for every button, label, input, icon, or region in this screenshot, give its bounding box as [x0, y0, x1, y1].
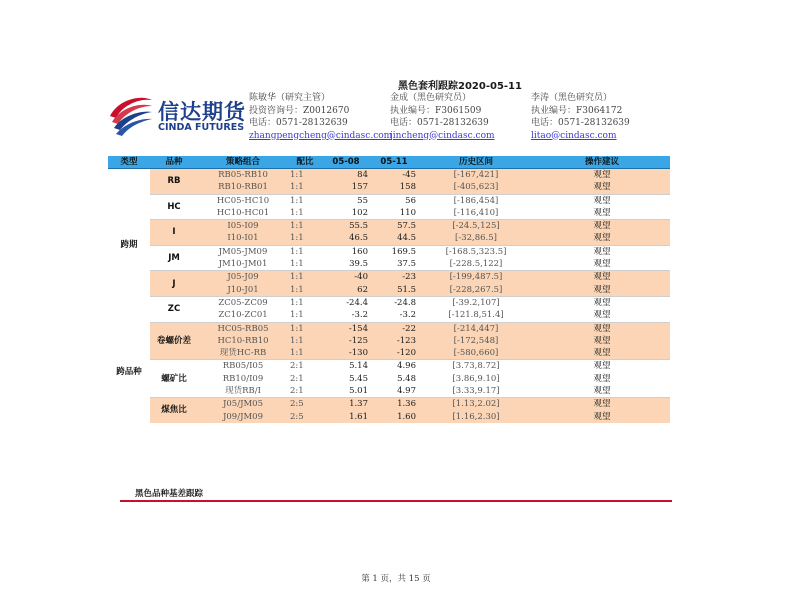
- value-0511-cell: -23: [370, 271, 418, 284]
- advice-cell: 观望: [534, 398, 670, 411]
- history-range-cell: [1.13,2.02]: [418, 398, 534, 411]
- table-body: [108, 169, 670, 423]
- strategy-cell: RB10-RB01: [198, 181, 288, 194]
- value-0508-cell: 102: [351, 207, 368, 218]
- table-row: [108, 398, 670, 411]
- advice-cell: 观望: [534, 296, 670, 309]
- value-0508-cell: 84: [322, 169, 370, 182]
- value-0511-cell: 5.48: [397, 373, 416, 384]
- strategy-cell: I10-I01: [198, 232, 288, 245]
- history-range-cell: [-172,548]: [418, 335, 534, 347]
- ratio-cell: 1:1: [288, 296, 322, 309]
- type-cell: 跨品种: [116, 367, 142, 378]
- history-range-cell: [-580,660]: [418, 347, 534, 360]
- strategy-cell: JM10-JM01: [218, 259, 268, 270]
- value-0508-cell: -154: [322, 322, 370, 335]
- page-footer: 第 1 页，共 15 页: [361, 574, 431, 584]
- analyst-license: 投资咨询号：Z0012670: [249, 105, 350, 116]
- analyst-name: 金成（黑色研究员）: [390, 93, 472, 103]
- value-0511-cell: -123: [370, 335, 418, 347]
- value-0511-cell: -45: [370, 169, 418, 182]
- logo-chinese-text: 信达期货: [158, 100, 246, 124]
- variety-cell: J: [150, 271, 198, 297]
- ratio-cell: 1:1: [288, 347, 322, 360]
- table-row: [108, 245, 670, 258]
- value-0508-cell: 5.14: [322, 360, 370, 373]
- variety-cell: 煤焦比: [150, 398, 198, 423]
- variety-cell: HC: [150, 194, 198, 220]
- advice-cell: 观望: [534, 181, 670, 194]
- table-row: [108, 220, 670, 233]
- value-0508-cell: -125: [322, 335, 370, 347]
- table-row: [108, 296, 670, 309]
- header-variety: 品种: [150, 156, 198, 169]
- advice-cell: 观望: [593, 386, 611, 397]
- logo-english-text: CINDA FUTURES: [158, 122, 245, 133]
- history-range-cell: [-32,86.5]: [418, 232, 534, 245]
- value-0511-cell: 1.36: [370, 398, 418, 411]
- value-0511-cell: 169.5: [370, 245, 418, 258]
- advice-cell: 观望: [534, 271, 670, 284]
- variety-cell: I: [150, 220, 198, 246]
- strategy-cell: JM05-JM09: [198, 245, 288, 258]
- value-0511-cell: 110: [399, 207, 416, 218]
- analyst-phone: 电话：0571-28132639: [390, 118, 489, 128]
- ratio-cell: 1:1: [288, 335, 322, 347]
- analyst-1: [249, 92, 392, 142]
- history-range-cell: [3.86,9.10]: [452, 373, 500, 384]
- strategy-cell: RB05/I05: [198, 360, 288, 373]
- value-0508-cell: 55: [322, 194, 370, 207]
- value-0511-cell: -120: [370, 347, 418, 360]
- header-strategy: 策略组合: [198, 156, 288, 169]
- section-label: 黑色品种基差跟踪: [135, 489, 204, 499]
- ratio-cell: 1:1: [288, 232, 322, 245]
- value-0508-cell: 55.5: [322, 220, 370, 233]
- history-range-cell: [-168.5,323.5]: [418, 245, 534, 258]
- variety-cell: JM: [150, 245, 198, 271]
- history-range-cell: [-405,623]: [418, 181, 534, 194]
- history-range-cell: [-39.2,107]: [418, 296, 534, 309]
- analyst-license: 执业编号：F3061509: [390, 105, 482, 116]
- table-row: [108, 360, 670, 373]
- analyst-license: 执业编号：F3064172: [531, 105, 623, 116]
- history-range-cell: [-116,410]: [453, 207, 499, 218]
- section-divider: [120, 500, 672, 502]
- variety-cell: 卷螺价差: [150, 322, 198, 360]
- ratio-cell: 1:1: [290, 207, 304, 218]
- advice-cell: 观望: [534, 245, 670, 258]
- history-range-cell: [-121.8,51.4]: [448, 310, 504, 321]
- page-title: 黑色套利跟踪2020-05-11: [398, 81, 522, 92]
- history-range-cell: [-199,487.5]: [418, 271, 534, 284]
- strategy-cell: RB05-RB10: [198, 169, 288, 182]
- value-0511-cell: 56: [370, 194, 418, 207]
- advice-cell: 观望: [534, 347, 670, 360]
- strategy-cell: 现货RB/I: [225, 386, 261, 397]
- ratio-cell: 1:1: [288, 181, 322, 194]
- table-header-row: [108, 156, 670, 169]
- value-0511-cell: -3.2: [399, 310, 416, 321]
- value-0511-cell: 1.60: [370, 411, 418, 423]
- advice-cell: 观望: [534, 232, 670, 245]
- history-range-cell: [3.73,8.72]: [418, 360, 534, 373]
- history-range-cell: [3.33,9.17]: [452, 386, 500, 397]
- advice-cell: 观望: [593, 259, 611, 270]
- analyst-phone: 电话：0571-28132639: [531, 118, 630, 128]
- strategy-cell: ZC05-ZC09: [198, 296, 288, 309]
- strategy-cell: J09/JM09: [198, 411, 288, 423]
- value-0508-cell: 5.01: [349, 386, 368, 397]
- header-date-0511: 05-11: [370, 156, 418, 169]
- strategy-cell: HC05-RB05: [198, 322, 288, 335]
- header-date-0508: 05-08: [322, 156, 370, 169]
- value-0508-cell: -3.2: [351, 310, 368, 321]
- strategy-cell: I05-I09: [198, 220, 288, 233]
- advice-cell: 观望: [534, 322, 670, 335]
- value-0511-cell: 44.5: [370, 232, 418, 245]
- ratio-cell: 1:1: [288, 220, 322, 233]
- analyst-phone: 电话：0571-28132639: [249, 118, 348, 128]
- type-cell: 跨期: [120, 240, 138, 251]
- strategy-cell: J05/JM05: [198, 398, 288, 411]
- value-0511-cell: 158: [370, 181, 418, 194]
- ratio-cell: 1:1: [290, 310, 304, 321]
- history-range-cell: [-214,447]: [418, 322, 534, 335]
- history-range-cell: [-24.5,125]: [418, 220, 534, 233]
- strategy-cell: ZC10-ZC01: [218, 310, 268, 321]
- cinda-swoosh-icon: [108, 92, 154, 138]
- arbitrage-table: [108, 156, 670, 423]
- variety-cell: 螺矿比: [150, 360, 198, 398]
- cinda-logo: [108, 92, 246, 138]
- header-ratio: 配比: [288, 156, 322, 169]
- header-history-range: 历史区间: [418, 156, 534, 169]
- value-0511-cell: -22: [370, 322, 418, 335]
- strategy-cell: 现货HC-RB: [198, 347, 288, 360]
- analyst-3: [531, 92, 630, 142]
- table-row: [108, 322, 670, 335]
- advice-cell: 观望: [593, 310, 611, 321]
- ratio-cell: 1:1: [288, 271, 322, 284]
- analyst-email-link[interactable]: zhangpengcheng@cindasc.com: [249, 130, 393, 141]
- value-0511-cell: 4.96: [370, 360, 418, 373]
- value-0511-cell: 4.97: [397, 386, 416, 397]
- strategy-cell: J10-J01: [198, 284, 288, 297]
- history-range-cell: [-167,421]: [418, 169, 534, 182]
- variety-cell: ZC: [150, 296, 198, 322]
- ratio-cell: 1:1: [288, 194, 322, 207]
- ratio-cell: 1:1: [288, 169, 322, 182]
- value-0508-cell: 160: [322, 245, 370, 258]
- history-range-cell: [1.16,2.30]: [418, 411, 534, 423]
- history-range-cell: [-228,267.5]: [418, 284, 534, 297]
- header-advice: 操作建议: [534, 156, 670, 169]
- advice-cell: 观望: [534, 335, 670, 347]
- value-0511-cell: 57.5: [370, 220, 418, 233]
- analyst-2: [390, 92, 495, 142]
- history-range-cell: [-228.5,122]: [449, 259, 503, 270]
- analyst-email-link[interactable]: litao@cindasc.com: [531, 130, 617, 141]
- strategy-cell: HC05-HC10: [198, 194, 288, 207]
- value-0508-cell: -40: [322, 271, 370, 284]
- ratio-cell: 1:1: [290, 259, 304, 270]
- history-range-cell: [-186,454]: [418, 194, 534, 207]
- value-0508-cell: 5.45: [349, 373, 368, 384]
- value-0508-cell: 1.61: [322, 411, 370, 423]
- table-row: [108, 194, 670, 207]
- ratio-cell: 2:5: [288, 411, 322, 423]
- value-0508-cell: 1.37: [322, 398, 370, 411]
- advice-cell: 观望: [534, 360, 670, 373]
- variety-cell: RB: [150, 169, 198, 195]
- advice-cell: 观望: [534, 169, 670, 182]
- value-0508-cell: -130: [322, 347, 370, 360]
- advice-cell: 观望: [534, 411, 670, 423]
- analyst-name: 李涛（黑色研究员）: [531, 93, 613, 103]
- value-0508-cell: 157: [322, 181, 370, 194]
- ratio-cell: 2:5: [288, 398, 322, 411]
- ratio-cell: 2:1: [290, 373, 304, 384]
- table-row: [108, 169, 670, 182]
- value-0511-cell: 51.5: [370, 284, 418, 297]
- ratio-cell: 2:1: [288, 360, 322, 373]
- ratio-cell: 1:1: [288, 245, 322, 258]
- header-type: 类型: [108, 156, 150, 169]
- advice-cell: 观望: [593, 373, 611, 384]
- value-0511-cell: 37.5: [397, 259, 416, 270]
- strategy-cell: RB10/I09: [222, 373, 264, 384]
- strategy-cell: J05-J09: [198, 271, 288, 284]
- strategy-cell: HC10-RB10: [198, 335, 288, 347]
- advice-cell: 观望: [534, 220, 670, 233]
- value-0508-cell: -24.4: [322, 296, 370, 309]
- table-row: [108, 271, 670, 284]
- strategy-cell: HC10-HC01: [216, 207, 270, 218]
- advice-cell: 观望: [534, 194, 670, 207]
- advice-cell: 观望: [534, 284, 670, 297]
- analyst-email-link[interactable]: jincheng@cindasc.com: [390, 130, 495, 141]
- advice-cell: 观望: [593, 207, 611, 218]
- value-0511-cell: -24.8: [370, 296, 418, 309]
- value-0508-cell: 62: [322, 284, 370, 297]
- ratio-cell: 2:1: [290, 386, 304, 397]
- analyst-name: 陈敏华（研究主管）: [249, 93, 331, 103]
- ratio-cell: 1:1: [288, 322, 322, 335]
- value-0508-cell: 39.5: [349, 259, 368, 270]
- ratio-cell: 1:1: [288, 284, 322, 297]
- value-0508-cell: 46.5: [322, 232, 370, 245]
